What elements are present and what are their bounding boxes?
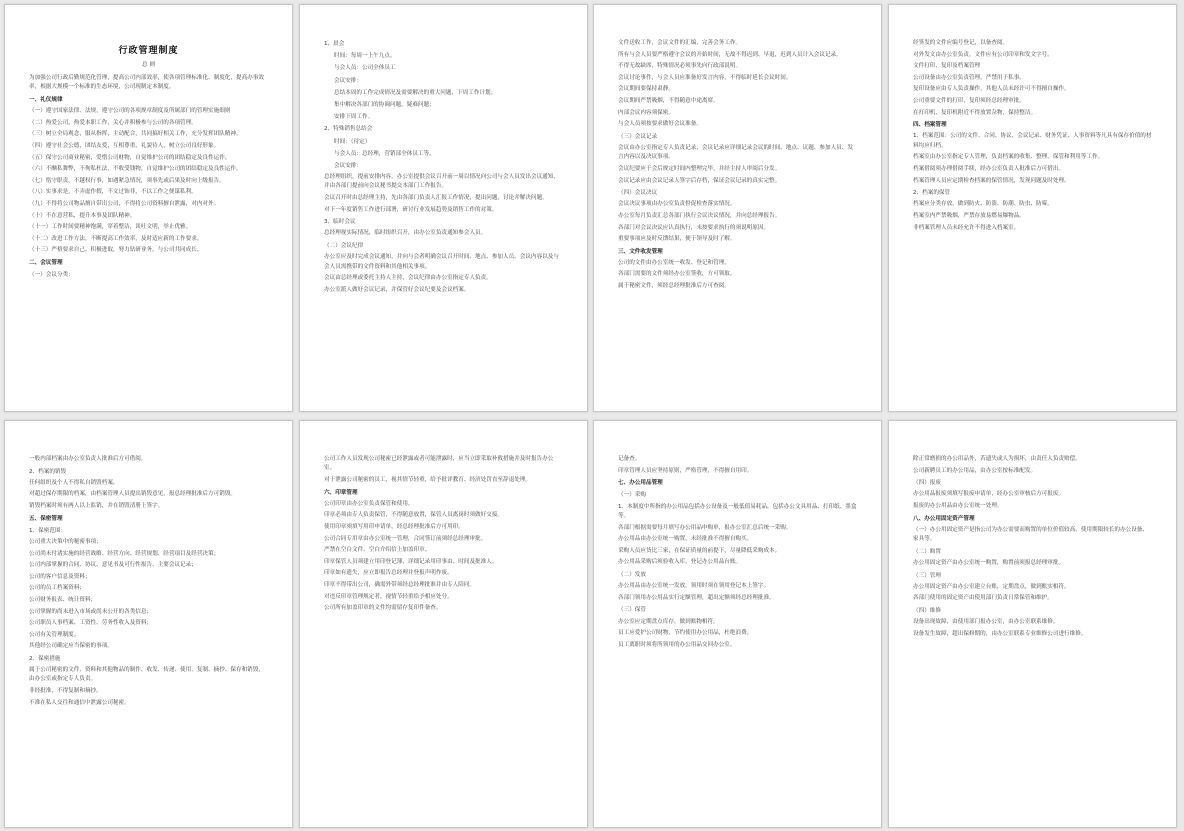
text-line: 时间：（待定）: [334, 138, 371, 145]
text-line: 2、档案的保管: [913, 190, 951, 197]
section-heading: 八、办公用固定资产管理: [913, 515, 975, 522]
text-line: （三）树立全局观念，服从指挥，主动配合，共同搞好相关工作，充分发挥团队精神。: [29, 131, 242, 138]
text-line: 各部门领用办公用品实行定额管理，超出定额须经总经理批准。: [618, 594, 775, 601]
text-line: （一）遵守国家法律、法规，遵守公司的各项规章制度及所属部门的管理实施细则: [29, 108, 231, 115]
text-line: 会议期间严禁吸烟，不得随意中途离席。: [618, 97, 719, 104]
text-line: 1、本制度中所指的办公用品包括办公设备及一般低值易耗品，包括办公文具用品、打印纸、墨盒等。: [618, 503, 857, 519]
section-heading: 七、办公用品管理: [618, 480, 663, 487]
text-line: 报废的办公用品由办公室统一处理。: [913, 502, 1003, 509]
text-line: 办公用品由办公室统一购置，未经批准不得擅自购买。: [618, 536, 753, 543]
text-line: 办公用固定资产由办公室建立台账，定期盘点，做到账实相符。: [913, 583, 1070, 590]
section-heading: 二、会议管理: [29, 259, 63, 266]
text-line: （二）购置: [913, 548, 941, 555]
text-line: 员工离职时须将所领用的办公用品交回办公室。: [618, 641, 736, 648]
text-line: 公司内部掌握的合同、协议、意见书及可行性报告、主要会议记录；: [29, 562, 197, 569]
text-line: 公司职员人事档案、工资性、劳务性收入及资料；: [29, 620, 153, 627]
text-line: 设备出现故障，由使用部门报办公室，由办公室联系维修。: [913, 619, 1059, 626]
text-line: 2、档案的销毁: [29, 468, 67, 475]
text-line: （二）发放: [618, 571, 646, 578]
text-line: 会议决议事项由办公室负责督促检查落实情况。: [618, 201, 736, 208]
text-line: （十三）严格要求自己，积极进取，努力钻研业务，与公司共同成长。: [29, 247, 203, 254]
document-page-6[interactable]: [299, 420, 588, 828]
text-line: 印章如有遗失，应立即报告总经理并登报声明作废。: [324, 570, 453, 577]
text-line: 严禁在空白文件、空白介绍信上加盖印章。: [324, 547, 431, 554]
text-line: （二）会议纪律: [324, 243, 364, 250]
text-line: 1、档案范围：公司的文件、合同、协议、会议记录、财务凭证、人事资料等凡具有保存价值的材料均应归档。: [913, 133, 1152, 149]
text-line: （十二）改进工作方法，不断提高工作效率，及时适应新的工作要求。: [29, 235, 203, 242]
text-line: 档案应分类存放，做到防火、防盗、防潮、防虫、防霉。: [913, 201, 1053, 208]
text-line: 与会人员：总经理，营销部全体员工等。: [334, 150, 435, 157]
text-line: 使用印章须填写用印申请单，经总经理批准后方可用印。: [324, 523, 464, 530]
text-line: （十）不在意营私，提升本事及团队精神。: [29, 212, 136, 219]
text-line: 属于秘密文件，须经总经理批准后方可查阅。: [618, 283, 730, 290]
text-line: （三）管理: [913, 572, 941, 579]
text-line: 办公室派人做好会议记录，并保管好会议纪要及会议档案。: [324, 286, 470, 293]
text-line: 公司尚未付诸实施的经营战略、经营方向、经营规划、经营项目及经营决策；: [29, 550, 220, 557]
text-line: 复印设备应由专人负责操作，其他人员未经许可不得擅自操作。: [913, 86, 1070, 93]
text-line: 记备查。: [618, 456, 641, 462]
text-line: 与会人员：公司全体员工: [334, 65, 396, 72]
text-line: 公司新聘员工的办公用品，由办公室按标准配发。: [913, 467, 1037, 474]
text-line: （九）不得将公司物品擅自带出公司，不得将公司资料擅自泄露，对内对外。: [29, 200, 220, 207]
text-line: 公司所有加盖印章的文件均需留存复印件备查。: [324, 605, 442, 612]
text-line: 内部会议内容须保密。: [618, 109, 674, 116]
text-line: 不得无故缺席，特殊情况必须事先向行政部说明。: [618, 63, 742, 70]
text-line: 对下一年度销售工作进行部署，研讨行业发展趋势及销售工作的对策。: [324, 206, 498, 213]
text-line: 印章保管人员须建立用印登记簿，详细记录用印事由、时间及批准人。: [324, 558, 498, 565]
text-line: 为加强公司行政后勤规范化管理，提高公司内部效率，使各项管理标准化、制度化，提高办事效率，根据大规模一个标准的生态环境，公司现制定本制度。: [29, 75, 264, 91]
text-line: 公司印章由办公室负责保管和使用。: [324, 500, 414, 507]
text-line: 公司合同专用章由办公室统一管理，合同签订前须经总经理审批。: [324, 535, 487, 542]
text-line: 任何组织及个人不得私自销毁档案。: [29, 479, 119, 486]
text-line: 印章必须由专人负责保管，不得随意放置，保管人员离岗时须做好交接。: [324, 512, 504, 519]
text-line: 所有与会人员要严格遵守会议的开始时间，无故不得迟到、早退，迟到人员计入会议记录。: [618, 51, 842, 58]
text-line: 各部门对会议决议应认真执行，未按要求执行的须说明原因。: [618, 224, 770, 231]
text-line: 办公室应定期盘点库存，做到账物相符。: [618, 618, 719, 625]
text-line: （五）保守公司商业秘密，爱惜公司财物，自觉维护公司的团结稳定及良性运作。: [29, 154, 231, 161]
text-line: 2、保密措施: [29, 655, 61, 662]
text-line: 会议安排：: [334, 77, 362, 84]
text-line: 3、临时会议: [324, 219, 356, 226]
text-line: 属于公司秘密的文件、资料和其他物品的制作、收发、传递、使用、复制、摘抄、保存和销毁，由办公室或指定专人负责。: [29, 667, 264, 683]
text-line: （一）会议分类：: [29, 272, 74, 279]
text-line: 办公室每月负责汇总各部门执行会议决议情况，并向总经理报告。: [618, 212, 781, 219]
text-line: 与会人员须按要求做好会议准备。: [618, 121, 702, 128]
text-line: 办公用品报废须填写报废申请单，经办公室审核后方可报废。: [913, 491, 1065, 498]
text-line: 销毁档案时须有两人以上监销，并在销毁清册上签字。: [29, 502, 164, 509]
text-line: 非档案管理人员未经允许不得进入档案室。: [913, 224, 1020, 231]
document-page-2[interactable]: [299, 4, 588, 412]
text-line: 办公用品采购后须验收入库，登记办公用品台账。: [618, 559, 742, 566]
text-line: 集中解决各部门的协调问题，疑难问题；: [334, 101, 435, 108]
text-line: （一）办公用固定资产是指公司为办公需要而购置的单位价值较高、使用期限较长的办公设备、家具等。: [913, 526, 1148, 543]
document-page-8[interactable]: [888, 420, 1177, 828]
text-line: 档案室内严禁吸烟，严禁存放易燃易爆物品。: [913, 212, 1025, 219]
text-line: （四）遵守社会公德，团结友爱，互相尊重，礼貌待人，树立公司良好形象。: [29, 142, 220, 149]
text-line: 对外发文由办公室负责，文件应有公司印章和发文字号。: [913, 51, 1053, 58]
text-line: 1、保密范围：: [29, 527, 67, 534]
section-heading: 六、印章管理: [324, 489, 358, 496]
section-heading: 五、保密管理: [29, 515, 63, 522]
text-line: 公司的文件由办公室统一收发、登记和管理。: [618, 259, 730, 266]
document-page-1[interactable]: [4, 4, 293, 412]
text-line: （八）实事求是，不弄虚作假，不文过饰非，不以工作之便谋私利。: [29, 189, 197, 196]
text-line: 公司掌握的尚未进入市场或尚未公开的各类信息；: [29, 608, 153, 615]
document-page-4[interactable]: [888, 4, 1177, 412]
text-line: 总经理组织，提前安排内容，办公室提供会议召开前一周以情况向公司与会人员发出会议通知，并由各部门提前向会议秘书提交本部门工作报告。: [324, 174, 559, 190]
text-line: 公司的客户信息及资料；: [29, 573, 91, 580]
text-line: 会议纪要应于会后规定时间内整理完毕，并经主持人审阅后分发。: [618, 165, 781, 172]
text-line: 各部门根据需要每月填写办公用品申购单，报办公室汇总后统一采购。: [618, 524, 792, 531]
text-line: 档案管理人员应定期检查档案的保管情况，发现问题及时处理。: [913, 177, 1070, 184]
text-line: 员工应爱护公司财物，节约使用办公用品，杜绝浪费。: [618, 630, 753, 637]
text-line: 公司设备由办公室负责管理，严禁用于私事。: [913, 74, 1025, 81]
text-line: 文件送收工作，会议文件的汇编，完善会务工作。: [618, 40, 742, 46]
text-line: 办公室应及时完成会议通知，并向与会者明确会议召开时间、地点、参加人员、会议内容以及与会人员需携带的文件资料和其他相关事项。: [324, 254, 559, 270]
text-line: 会议召开时由总经理主持，先由各部门负责人汇报工作情况，提出问题，讨论并解决问题。: [324, 195, 548, 202]
text-line: 设备发生故障，超出保修期的，由办公室联系专业维修公司进行维修。: [913, 630, 1087, 637]
text-line: 印章管理人员应坚持原则，严格管理，不得擅自用印。: [618, 467, 753, 474]
text-line: 公司的员工档案资料；: [29, 585, 85, 592]
text-line: （十一）工作时间要精神饱满，穿着整洁，谈吐文明，举止优雅。: [29, 224, 192, 231]
text-line: 2、特殊销售总结会: [324, 126, 373, 133]
document-page-5[interactable]: [4, 420, 293, 828]
text-line: 总结本周的工作完成情况及需要解决的重大问题，下周工作计划；: [334, 89, 497, 96]
text-line: 对违反印章管理规定者，视情节轻重给予相应处分。: [324, 593, 453, 600]
text-line: 会议由总经理或委托主持人主持，会议纪律由办公室指定专人负责。: [324, 275, 492, 282]
text-line: 会议期间要保持肃静。: [618, 86, 674, 93]
text-line: 印章不得带出公司，确需外带须经总经理批准并由专人陪同。: [324, 581, 476, 588]
text-line: 公司重大决策中的秘密事项；: [29, 538, 102, 545]
text-line: 会议记录应由会议记录人签字后存档，保证会议记录的真实完整。: [618, 177, 781, 184]
text-line: 公司重要文件的打印，复印须经总经理审批。: [913, 97, 1025, 104]
text-line: 1、晨会: [324, 41, 345, 47]
document-subtitle: 总 则: [142, 62, 155, 68]
text-line: （六）不酗私舞弊，不徇私枉法，不收受钱物，自觉维护公司的团结稳定及良性运作。: [29, 166, 242, 173]
text-line: （一）采购: [618, 492, 646, 499]
section-heading: 一、礼仪规律: [29, 97, 63, 103]
text-line: 公司工作人员发现公司秘密已经泄露或者可能泄露时，应当立即采取补救措施并及时报告办公室。: [324, 456, 554, 472]
text-line: （四）会议决议: [618, 190, 658, 197]
text-line: 会议讨论事件，与会人员应准备好发言内容，不得临时延长会议时间。: [618, 74, 792, 81]
text-line: （四）维修: [913, 607, 941, 614]
text-line: 安排下周工作。: [334, 114, 374, 121]
text-line: （三）会议记录: [618, 133, 658, 140]
text-line: 重要事项应及时反馈结果，便于领导及时了解。: [618, 236, 736, 243]
document-page-7[interactable]: [593, 420, 882, 828]
text-line: 不准在私人交往和通信中泄露公司秘密。: [29, 699, 130, 706]
text-line: 对于泄露公司秘密的员工，视其情节轻重，给予批评教育、经济处罚直至辞退处理。: [324, 477, 531, 483]
text-line: （二）热爱公司，热爱本职工作，关心并积极参与公司的各项管理。: [29, 119, 197, 126]
text-line: 一般内部档案由办公室负责人批准后方可借阅。: [29, 456, 147, 462]
text-line: 采购人员应货比三家，在保证质量的前提下，尽量降低采购成本。: [618, 547, 781, 554]
text-line: 公司有关管理制度。: [29, 631, 80, 638]
text-line: 对超过保存期限的档案，由档案管理人员提出销毁意见，报总经理批准后方可销毁。: [29, 491, 236, 498]
text-line: 公司财务报表、统计资料；: [29, 596, 97, 603]
text-line: （三）保管: [618, 607, 646, 614]
text-line: 总经理视实际情况，临时组织召开，由办公室负责通知参会人员。: [324, 230, 487, 237]
text-line: 时间：每周一上午九点。: [334, 53, 396, 60]
text-line: （四）报废: [913, 480, 941, 487]
text-line: （七）恪守职责，不越权行事，如遇紧急情况，须事先或后果及时向上级报告。: [29, 177, 225, 184]
text-line: 除正常磨损的办公用品外，若遗失或人为损坏，由责任人负责赔偿。: [913, 456, 1081, 462]
document-title: 行政管理制度: [118, 46, 179, 56]
text-line: 非经批准，不得复制和摘抄。: [29, 688, 102, 695]
document-page-3[interactable]: [593, 4, 882, 412]
text-line: 在打印机、复印机附近不得放置杂物，保持整洁。: [913, 109, 1037, 116]
text-line: 档案借阅须办理借阅手续，经办公室负责人批准后方可借出。: [913, 165, 1065, 172]
text-line: 各部门使用的固定资产由使用部门负责日常保管和维护。: [913, 595, 1053, 602]
text-line: 办公用品由办公室统一发放，领用时须在领用登记本上签字。: [618, 583, 770, 590]
text-line: 其他经公司确定应当保密的事项。: [29, 643, 113, 650]
text-line: 会议由办公室指定专人负责记录，会议记录应详细记录会议的时间、地点、议题、参加人员、发言内容以及决议事项。: [618, 144, 853, 161]
text-line: 各部门需要的文件须经办公室签收，方可领取。: [618, 271, 736, 278]
text-line: 档案室由办公室指定专人管理，负责档案的收集、整理、保管和利用等工作。: [913, 154, 1104, 161]
text-line: 办公用固定资产由办公室统一购置，购置前须报总经理审批。: [913, 559, 1065, 566]
section-heading: 三、文件收发管理: [618, 248, 663, 255]
text-line: 会议安排：: [334, 162, 362, 169]
section-heading: 四、档案管理: [913, 122, 947, 129]
text-line: 文件打印、复印及档案管理: [913, 63, 981, 70]
text-line: 经签发的文件应编号登记，以备查阅。: [913, 40, 1009, 46]
